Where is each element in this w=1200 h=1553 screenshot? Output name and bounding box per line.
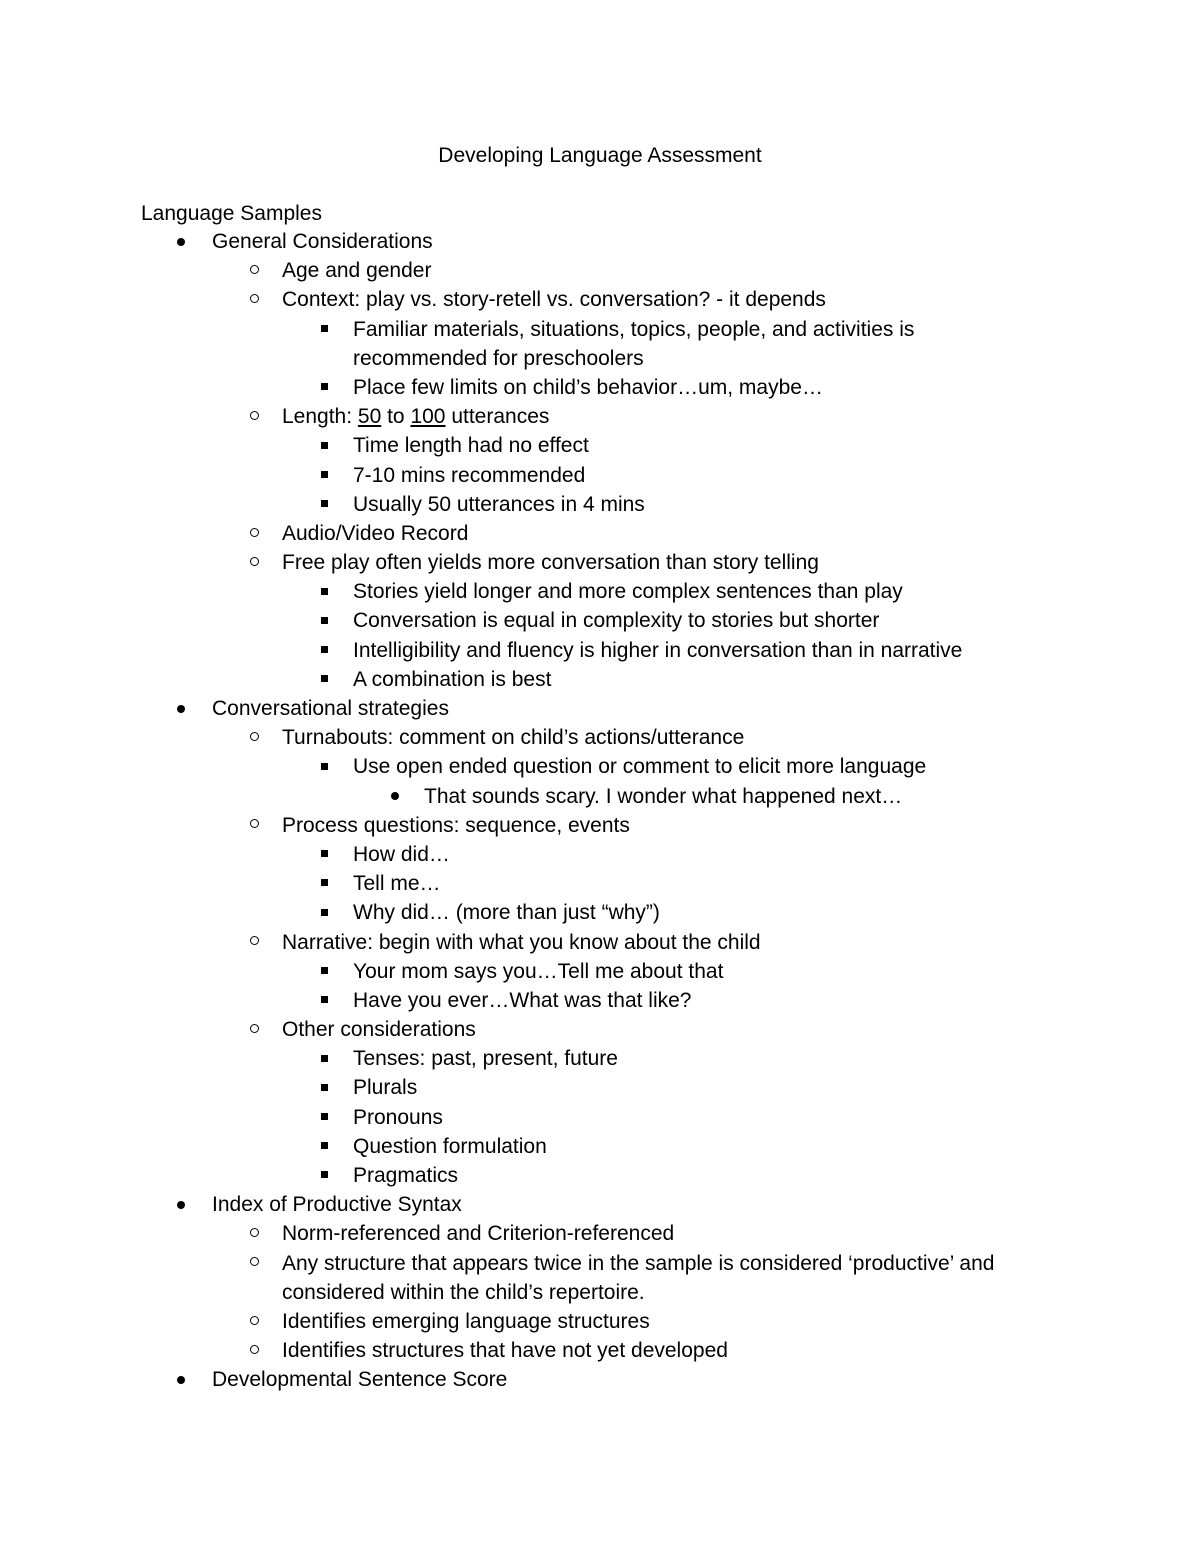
circle-bullet-icon [244, 285, 264, 314]
list-item: How did… [0, 840, 1200, 869]
list-item: Have you ever…What was that like? [0, 986, 1200, 1015]
square-bullet-icon [314, 373, 334, 402]
bullet-icon [385, 782, 405, 811]
square-bullet-icon [314, 840, 334, 869]
list-item: Audio/Video Record [0, 519, 1200, 548]
circle-bullet-icon [244, 1336, 264, 1365]
square-bullet-icon [314, 1073, 334, 1102]
circle-bullet-icon [244, 1015, 264, 1044]
list-item: Intelligibility and fluency is higher in conversation than in narrative [0, 636, 1200, 665]
square-bullet-icon [314, 1044, 334, 1073]
list-item: Why did… (more than just “why”) [0, 898, 1200, 927]
list-item: Narrative: begin with what you know about the child [0, 928, 1200, 957]
circle-bullet-icon [244, 1249, 264, 1278]
square-bullet-icon [314, 1103, 334, 1132]
square-bullet-icon [314, 665, 334, 694]
list-item: Index of Productive Syntax [0, 1190, 1200, 1219]
list-item: Length: 50 to 100 utterances [0, 402, 1200, 431]
list-item: Turnabouts: comment on child’s actions/utterance [0, 723, 1200, 752]
square-bullet-icon [314, 986, 334, 1015]
list-item: Free play often yields more conversation than story telling [0, 548, 1200, 577]
list-item: Your mom says you…Tell me about that [0, 957, 1200, 986]
bullet-icon [171, 1365, 191, 1394]
square-bullet-icon [314, 1161, 334, 1190]
list-item: Conversational strategies [0, 694, 1200, 723]
list-item: A combination is best [0, 665, 1200, 694]
list-item: Use open ended question or comment to elicit more language [0, 752, 1200, 781]
list-item: Process questions: sequence, events [0, 811, 1200, 840]
list-item: Identifies structures that have not yet developed [0, 1336, 1200, 1365]
square-bullet-icon [314, 490, 334, 519]
square-bullet-icon [314, 461, 334, 490]
list-item: Tenses: past, present, future [0, 1044, 1200, 1073]
square-bullet-icon [314, 957, 334, 986]
square-bullet-icon [314, 606, 334, 635]
square-bullet-icon [314, 636, 334, 665]
square-bullet-icon [314, 315, 334, 344]
document-title: Developing Language Assessment [438, 144, 762, 167]
circle-bullet-icon [244, 519, 264, 548]
square-bullet-icon [314, 577, 334, 606]
list-item: Usually 50 utterances in 4 mins [0, 490, 1200, 519]
list-item: Place few limits on child’s behavior…um, maybe… [0, 373, 1200, 402]
circle-bullet-icon [244, 1307, 264, 1336]
circle-bullet-icon [244, 1219, 264, 1248]
list-item: Pragmatics [0, 1161, 1200, 1190]
list-item: Age and gender [0, 256, 1200, 285]
square-bullet-icon [314, 431, 334, 460]
square-bullet-icon [314, 1132, 334, 1161]
list-item: Question formulation [0, 1132, 1200, 1161]
list-item: Developmental Sentence Score [0, 1365, 1200, 1394]
list-item: Stories yield longer and more complex sentences than play [0, 577, 1200, 606]
bullet-icon [171, 227, 191, 256]
circle-bullet-icon [244, 548, 264, 577]
circle-bullet-icon [244, 811, 264, 840]
list-item: That sounds scary. I wonder what happened next… [0, 782, 1200, 811]
list-item: Plurals [0, 1073, 1200, 1102]
list-item: Conversation is equal in complexity to stories but shorter [0, 606, 1200, 635]
list-item: Other considerations [0, 1015, 1200, 1044]
outline-list [0, 227, 1200, 1395]
bullet-icon [171, 1190, 191, 1219]
circle-bullet-icon [244, 928, 264, 957]
list-item: Norm-referenced and Criterion-referenced [0, 1219, 1200, 1248]
circle-bullet-icon [244, 402, 264, 431]
list-item: Time length had no effect [0, 431, 1200, 460]
list-item: Pronouns [0, 1103, 1200, 1132]
list-item: Identifies emerging language structures [0, 1307, 1200, 1336]
list-item: Familiar materials, situations, topics, people, and activities is recommended for preschoolers [0, 315, 1200, 373]
list-item: Any structure that appears twice in the sample is considered ‘productive’ and considered within the child’s repertoire. [0, 1249, 1200, 1307]
section-heading: Language Samples [141, 202, 322, 225]
list-item: 7-10 mins recommended [0, 461, 1200, 490]
circle-bullet-icon [244, 256, 264, 285]
list-item: Tell me… [0, 869, 1200, 898]
list-item: Context: play vs. story-retell vs. conversation? - it depends [0, 285, 1200, 314]
list-item: General Considerations [0, 227, 1200, 256]
square-bullet-icon [314, 898, 334, 927]
bullet-icon [171, 694, 191, 723]
square-bullet-icon [314, 752, 334, 781]
circle-bullet-icon [244, 723, 264, 752]
square-bullet-icon [314, 869, 334, 898]
